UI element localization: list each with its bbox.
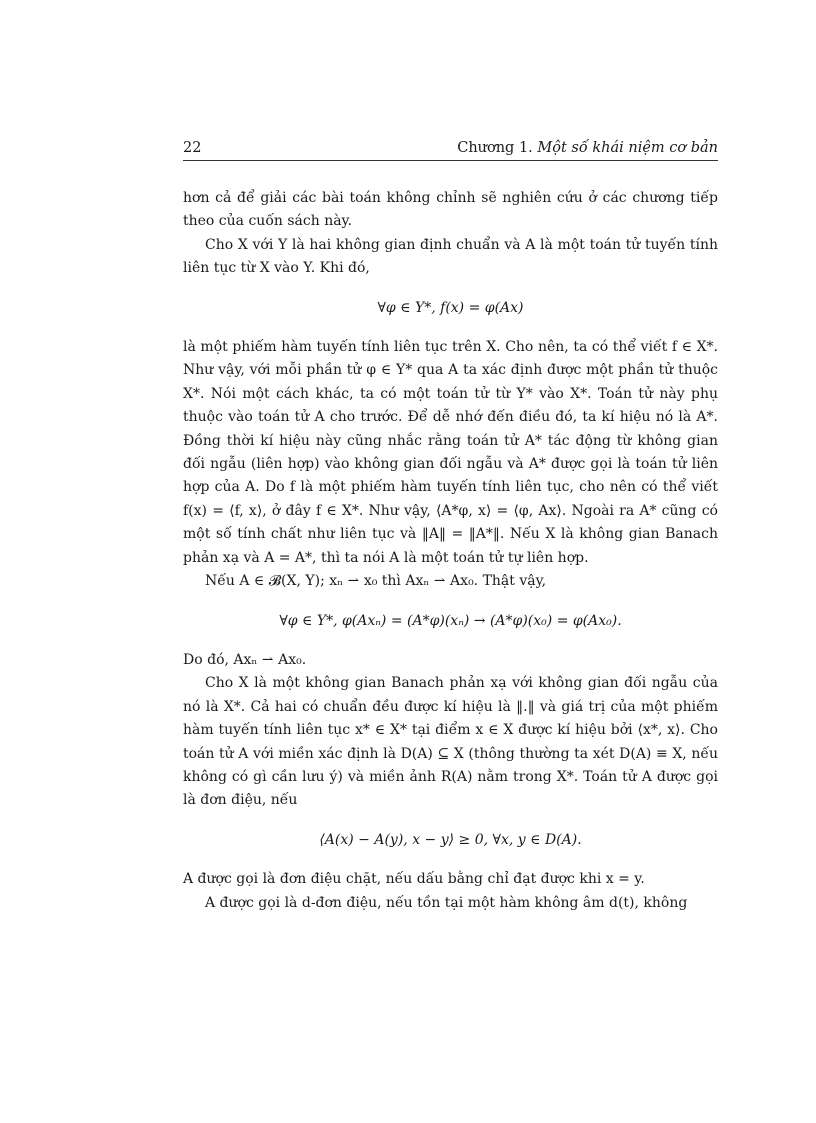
chapter-title: Một số khái niệm cơ bản: [537, 140, 718, 156]
equation-3: ⟨A(x) − A(y), x − y⟩ ≥ 0, ∀x, y ∈ D(A).: [319, 831, 582, 848]
equation-1: ∀φ ∈ Y*, f(x) = φ(Ax): [377, 299, 524, 316]
paragraph-1: hơn cả để giải các bài toán không chỉnh sẽ nghiên cứu ở các chương tiếp theo của cuốn sách này.: [183, 190, 718, 230]
paragraph-6: Cho X là một không gian Banach phản xạ với không gian đối ngẫu của nó là X*. Cả hai có chuẩn đều được kí hiệu là ‖.‖ và giá trị của một phiếm hàm tuyến tính liên tục x* ∈ X* tại điểm x ∈ X được kí hiệu bởi ⟨x*, x⟩. Cho toán tử A với miền xác định là D(A) ⊆ X (thông thường ta xét D(A) ≡ X, nếu không có gì cần lưu ý) và miền ảnh R(A) nằm trong X*. Toán tử A được gọi là đơn điệu, nếu: [183, 675, 718, 809]
paragraph-4: Nếu A ∈ 𝓑(X, Y); xₙ ⇀ x₀ thì Axₙ ⇀ Ax₀. Thật vậy,: [205, 573, 547, 590]
paragraph-7: A được gọi là đơn điệu chặt, nếu dấu bằng chỉ đạt được khi x = y.: [183, 871, 645, 888]
chapter-heading: [457, 140, 718, 156]
page: [183, 140, 718, 915]
chapter-label: Chương 1.: [457, 140, 533, 156]
paragraph-5: Do đó, Axₙ ⇀ Ax₀.: [183, 651, 307, 668]
body-text: [183, 187, 718, 915]
paragraph-3: là một phiếm hàm tuyến tính liên tục trên X. Cho nên, ta có thể viết f ∈ X*. Như vậy, với mỗi phần tử φ ∈ Y* qua A ta xác định được một phần tử thuộc X*. Nói một cách khác, ta có một toán tử từ Y* vào X*. Toán tử này phụ thuộc vào toán tử A cho trước. Để dễ nhớ đến điều đó, ta kí hiệu nó là A*. Đồng thời kí hiệu này cũng nhắc rằng toán tử A* tác động từ không gian đối ngẫu (liên hợp) vào không gian đối ngẫu và A* được gọi là toán tử liên hợp của A. Do f là một phiếm hàm tuyến tính liên tục, cho nên có thể viết f(x) = ⟨f, x⟩, ở đây f ∈ X*. Như vậy, ⟨A*φ, x⟩ = ⟨φ, Ax⟩. Ngoài ra A* cũng có một số tính chất như liên tục và ‖A‖ = ‖A*‖. Nếu X là không gian Banach phản xạ và A = A*, thì ta nói A là một toán tử tự liên hợp.: [183, 339, 718, 566]
paragraph-8: A được gọi là d-đơn điệu, nếu tồn tại một hàm không âm d(t), không: [205, 894, 688, 911]
running-header: [183, 140, 718, 161]
equation-2: ∀φ ∈ Y*, φ(Axₙ) = (A*φ)(xₙ) → (A*φ)(x₀) = φ(Ax₀).: [279, 612, 622, 629]
paragraph-2: Cho X với Y là hai không gian định chuẩn và A là một toán tử tuyến tính liên tục từ X vào Y. Khi đó,: [183, 236, 718, 277]
page-number: 22: [183, 140, 202, 156]
